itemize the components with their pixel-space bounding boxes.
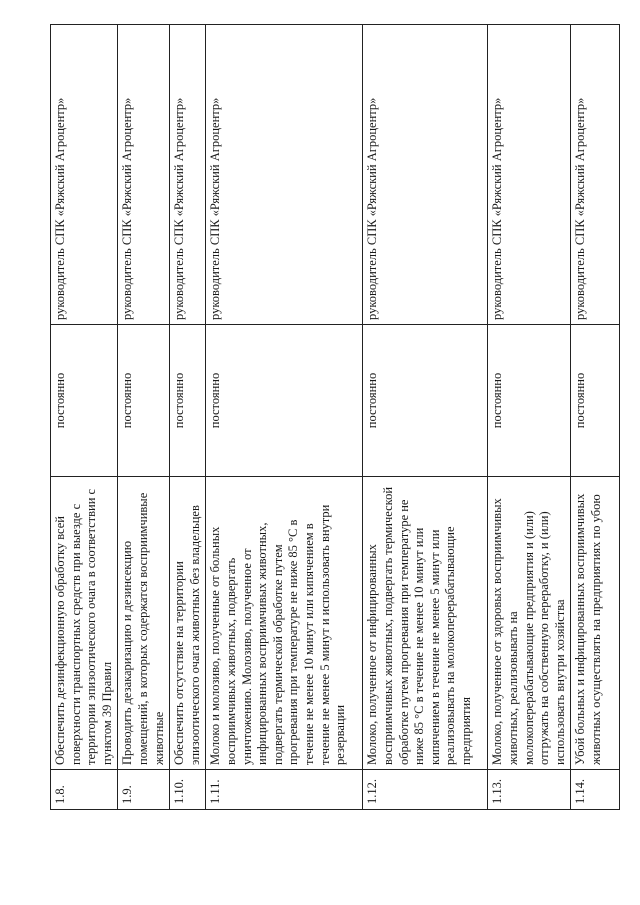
- measure-text: Убой больных и инфицированных восприимчивых животных осуществлять на предприятиях по убою: [571, 477, 620, 770]
- table-row: [51, 25, 118, 810]
- responsible-cell: руководитель СПК «Ряжский Агроцентр»: [571, 25, 620, 325]
- term-cell: постоянно: [118, 325, 170, 477]
- table-row: [488, 25, 571, 810]
- measure-text: Обеспечить отсутствие на территории эпизоотического очага животных без владельцев: [170, 477, 206, 770]
- table-row: [170, 25, 206, 810]
- measure-text: Проводить дезакаризацию и дезинсекцию помещений, в которых содержатся восприимчивые животные: [118, 477, 170, 770]
- responsible-cell: руководитель СПК «Ряжский Агроцентр»: [488, 25, 571, 325]
- table-row: [206, 25, 363, 810]
- responsible-cell: руководитель СПК «Ряжский Агроцентр»: [206, 25, 363, 325]
- item-number: 1.10.: [170, 770, 206, 810]
- measure-text: Молоко и молозиво, полученные от больных восприимчивых животных, подвергать уничтожению. Молозиво, полученное от инфицированных восприимчивых животных, подвергать термической обработке путем прогревания при температуре не ниже 85 °С в течение не менее 10 минут или кипячением в течение не менее 5 минут и использовать внутри резервации: [206, 477, 363, 770]
- term-cell: постоянно: [51, 325, 118, 477]
- term-cell: постоянно: [571, 325, 620, 477]
- responsible-cell: руководитель СПК «Ряжский Агроцентр»: [118, 25, 170, 325]
- item-number: 1.14.: [571, 770, 620, 810]
- item-number: 1.11.: [206, 770, 363, 810]
- item-number: 1.13.: [488, 770, 571, 810]
- measure-text: Молоко, полученное от здоровых восприимчивых животных, реализовывать на молокоперерабатывающие предприятия и (или) отгружать на собственную переработку, и (или) использовать внутри хозяйства: [488, 477, 571, 770]
- responsible-cell: руководитель СПК «Ряжский Агроцентр»: [51, 25, 118, 325]
- measure-text: Обеспечить дезинфекционную обработку всей поверхности транспортных средств при выезде с территории эпизоотического очага в соответствии с пунктом 39 Правил: [51, 477, 118, 770]
- measure-text: Молоко, полученное от инфицированных восприимчивых животных, подвергать термической обработке путем прогревания при температуре не ниже 85 °С в течение не менее 10 минут или кипячением в течение не менее 5 минут или реализовывать на молокоперерабатывающие предприятия: [363, 477, 488, 770]
- table-row: [363, 25, 488, 810]
- term-cell: постоянно: [206, 325, 363, 477]
- table-row: [118, 25, 170, 810]
- item-number: 1.9.: [118, 770, 170, 810]
- measures-table-rotated: [50, 25, 607, 810]
- item-number: 1.12.: [363, 770, 488, 810]
- responsible-cell: руководитель СПК «Ряжский Агроцентр»: [170, 25, 206, 325]
- responsible-cell: руководитель СПК «Ряжский Агроцентр»: [363, 25, 488, 325]
- term-cell: постоянно: [170, 325, 206, 477]
- term-cell: постоянно: [488, 325, 571, 477]
- measures-table: [50, 24, 620, 810]
- table-row: [571, 25, 620, 810]
- term-cell: постоянно: [363, 325, 488, 477]
- item-number: 1.8.: [51, 770, 118, 810]
